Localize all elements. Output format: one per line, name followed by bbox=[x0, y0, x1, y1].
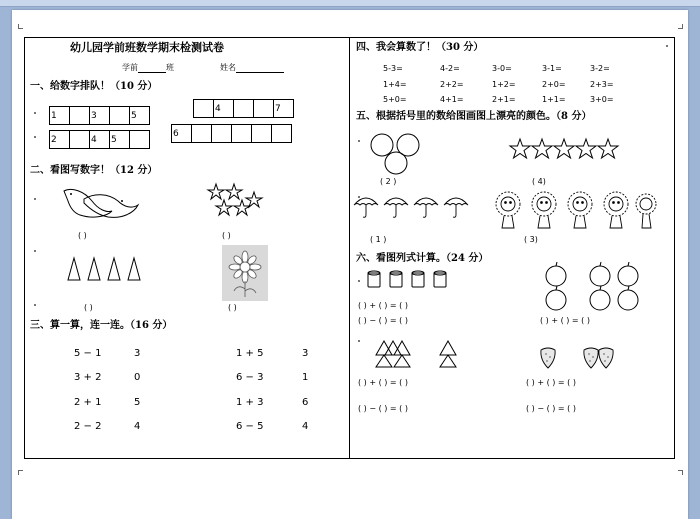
number-box[interactable]: 5 bbox=[109, 130, 130, 149]
arith-item[interactable]: 3+0= bbox=[590, 95, 614, 104]
arith-item[interactable]: 3-0= bbox=[492, 64, 512, 73]
calc-expression: 3 + 2 bbox=[74, 372, 102, 383]
five-stars-picture bbox=[206, 182, 266, 218]
sunflower-answer-paren[interactable]: ( ) bbox=[228, 303, 237, 312]
sunflower-picture bbox=[222, 245, 268, 301]
section-6-heading: 六、看图列式计算。（24 分） bbox=[356, 253, 489, 264]
number-box[interactable] bbox=[233, 99, 254, 118]
sequence-row-1b bbox=[194, 99, 294, 118]
strawberries-sub-equation[interactable]: ( ) − ( ) = ( ) bbox=[526, 404, 576, 413]
calc-answer[interactable]: 3 bbox=[134, 348, 141, 359]
strawberries-add-equation[interactable]: ( ) + ( ) = ( ) bbox=[526, 378, 576, 387]
number-box[interactable] bbox=[253, 99, 274, 118]
number-box[interactable] bbox=[191, 124, 212, 143]
calc-answer[interactable]: 3 bbox=[302, 348, 309, 359]
calc-expression: 1 + 3 bbox=[236, 397, 264, 408]
sequence-row-1a bbox=[50, 106, 150, 125]
app-ribbon-strip bbox=[0, 0, 700, 7]
arith-item[interactable]: 2+0= bbox=[542, 80, 566, 89]
number-box[interactable]: 4 bbox=[213, 99, 234, 118]
number-box[interactable] bbox=[129, 130, 150, 149]
crop-mark bbox=[18, 24, 23, 29]
apples-picture bbox=[542, 262, 642, 314]
sequence-row-2a bbox=[50, 130, 150, 149]
calc-expression: 2 + 1 bbox=[74, 397, 102, 408]
calc-answer[interactable]: 6 bbox=[302, 397, 309, 408]
number-box[interactable]: 3 bbox=[89, 106, 110, 125]
number-box[interactable] bbox=[109, 106, 130, 125]
apples-add-equation[interactable]: ( ) + ( ) = ( ) bbox=[540, 316, 590, 325]
exam-title: 幼儿园学前班数学期末检测试卷 bbox=[70, 41, 224, 54]
number-box[interactable]: 6 bbox=[171, 124, 192, 143]
lions-picture bbox=[490, 190, 654, 230]
arith-item[interactable]: 1+1= bbox=[542, 95, 566, 104]
name-field bbox=[220, 63, 284, 73]
number-box[interactable] bbox=[69, 106, 90, 125]
seals-answer-paren[interactable]: ( ) bbox=[78, 231, 87, 240]
crop-mark bbox=[678, 24, 683, 29]
margin-mark bbox=[34, 136, 36, 138]
arith-item[interactable]: 1+4= bbox=[383, 80, 407, 89]
lion-color-count: ( 3) bbox=[524, 235, 538, 244]
number-box[interactable]: 7 bbox=[273, 99, 294, 118]
arith-item[interactable]: 2+1= bbox=[492, 95, 516, 104]
arith-item[interactable]: 5+0= bbox=[383, 95, 407, 104]
umbrella-color-count: ( 1 ) bbox=[370, 235, 387, 244]
section-2-heading: 二、看图写数字！（12 分） bbox=[30, 165, 158, 176]
arith-item[interactable]: 3-2= bbox=[590, 64, 610, 73]
arith-item[interactable]: 1+2= bbox=[492, 80, 516, 89]
circles-color-count: ( 2 ) bbox=[380, 177, 397, 186]
crop-mark bbox=[678, 470, 683, 475]
arith-item[interactable]: 2+3= bbox=[590, 80, 614, 89]
section-5-heading: 五、根据括号里的数给图画图上漂亮的颜色。（8 分） bbox=[356, 111, 592, 122]
triangles-answer-paren[interactable]: ( ) bbox=[84, 303, 93, 312]
class-suffix: 班 bbox=[166, 63, 174, 72]
class-blank[interactable] bbox=[138, 63, 166, 73]
cups-add-equation[interactable]: ( ) + ( ) = ( ) bbox=[358, 301, 408, 310]
section-3-heading: 三、算一算，连一连。（16 分） bbox=[30, 320, 173, 331]
number-box[interactable]: 1 bbox=[49, 106, 70, 125]
calc-expression: 6 − 3 bbox=[236, 372, 264, 383]
section-1-heading: 一、给数字排队！（10 分） bbox=[30, 81, 158, 92]
cups-picture bbox=[366, 270, 452, 290]
margin-mark bbox=[34, 198, 36, 200]
column-divider bbox=[349, 37, 350, 459]
arith-item[interactable]: 5-3= bbox=[383, 64, 403, 73]
calc-answer[interactable]: 0 bbox=[134, 372, 141, 383]
name-label: 姓名 bbox=[220, 63, 236, 72]
class-label: 学前 bbox=[122, 63, 138, 72]
umbrellas-picture bbox=[352, 195, 474, 219]
triangles-add-equation[interactable]: ( ) + ( ) = ( ) bbox=[358, 378, 408, 387]
calc-answer[interactable]: 1 bbox=[302, 372, 309, 383]
triangles-group-picture bbox=[374, 339, 474, 369]
arith-item[interactable]: 4+1= bbox=[440, 95, 464, 104]
margin-mark bbox=[34, 304, 36, 306]
number-box[interactable]: 4 bbox=[89, 130, 110, 149]
calc-expression: 5 − 1 bbox=[74, 348, 102, 359]
seals-picture bbox=[62, 185, 142, 225]
number-box[interactable]: 2 bbox=[49, 130, 70, 149]
circles-picture bbox=[368, 131, 424, 175]
stars-row-picture bbox=[510, 138, 616, 160]
number-box[interactable] bbox=[211, 124, 232, 143]
triangles-sub-equation[interactable]: ( ) − ( ) = ( ) bbox=[358, 404, 408, 413]
calc-answer[interactable]: 4 bbox=[134, 421, 141, 432]
stars-color-count: ( 4) bbox=[532, 177, 546, 186]
strawberries-picture bbox=[538, 344, 618, 370]
section-4-heading: 四、我会算数了！（30 分） bbox=[356, 42, 484, 53]
margin-mark bbox=[34, 250, 36, 252]
calc-expression: 1 + 5 bbox=[236, 348, 264, 359]
cups-sub-equation[interactable]: ( ) − ( ) = ( ) bbox=[358, 316, 408, 325]
margin-mark bbox=[34, 112, 36, 114]
number-box[interactable] bbox=[231, 124, 252, 143]
crop-mark bbox=[18, 470, 23, 475]
number-box[interactable] bbox=[193, 99, 214, 118]
arith-item[interactable]: 2+2= bbox=[440, 80, 464, 89]
class-field bbox=[122, 63, 174, 73]
name-blank[interactable] bbox=[236, 63, 284, 73]
margin-mark bbox=[358, 340, 360, 342]
arith-item[interactable]: 4-2= bbox=[440, 64, 460, 73]
margin-mark bbox=[358, 196, 360, 198]
calc-answer[interactable]: 4 bbox=[302, 421, 309, 432]
number-box[interactable] bbox=[69, 130, 90, 149]
arith-item[interactable]: 3-1= bbox=[542, 64, 562, 73]
sequence-row-2b bbox=[172, 124, 292, 143]
margin-mark bbox=[358, 280, 360, 282]
stars-answer-paren[interactable]: ( ) bbox=[222, 231, 231, 240]
calc-expression: 6 − 5 bbox=[236, 421, 264, 432]
margin-mark bbox=[358, 140, 360, 142]
calc-answer[interactable]: 5 bbox=[134, 397, 141, 408]
calc-expression: 2 − 2 bbox=[74, 421, 102, 432]
number-box[interactable]: 5 bbox=[129, 106, 150, 125]
number-box[interactable] bbox=[271, 124, 292, 143]
four-triangles-picture bbox=[66, 256, 146, 282]
number-box[interactable] bbox=[251, 124, 272, 143]
margin-mark bbox=[666, 45, 668, 47]
